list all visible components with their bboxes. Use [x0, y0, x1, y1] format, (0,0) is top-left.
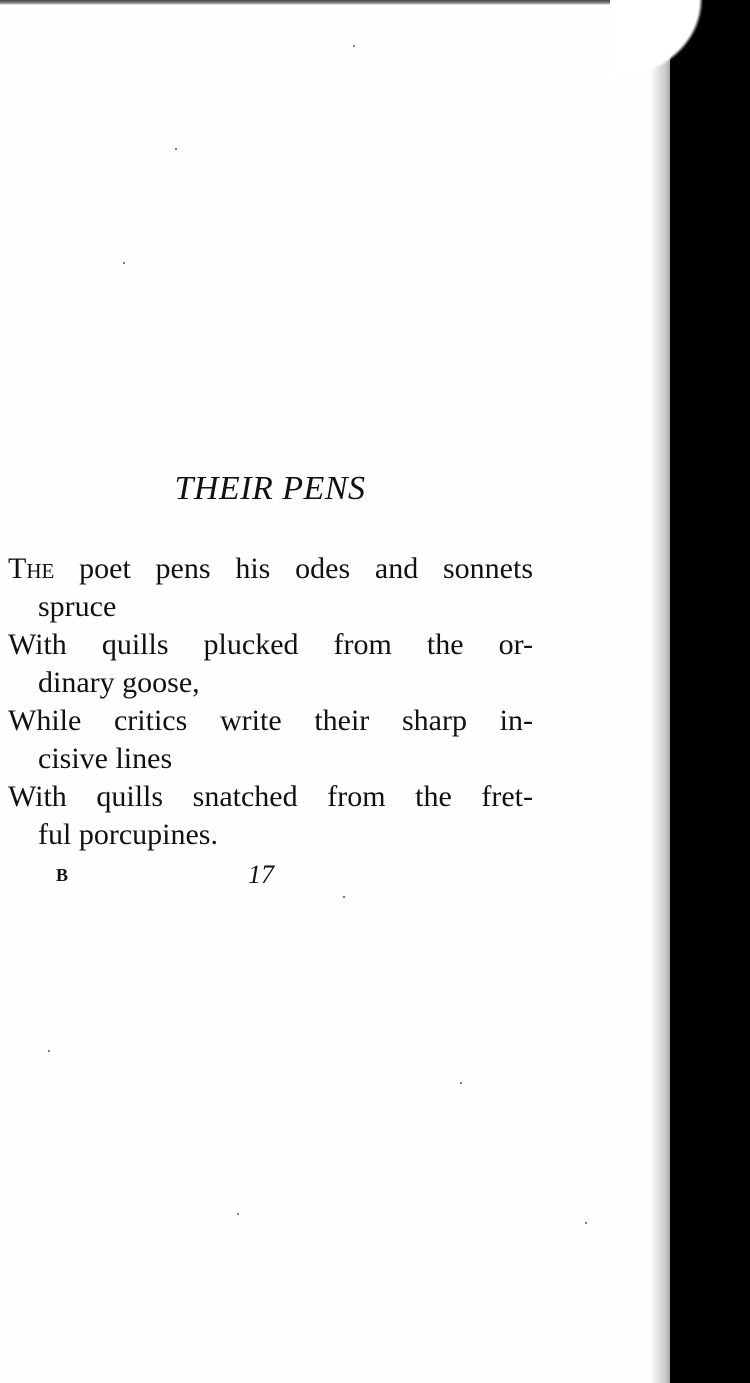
- poem-line-1-text: poet pens his odes and sonnets: [79, 552, 534, 585]
- poem-line-4: With quills snatched from the fret-: [8, 780, 533, 813]
- paper-speck: [175, 148, 177, 150]
- paper-speck: [123, 262, 125, 264]
- paper-speck: [237, 1213, 239, 1215]
- poem-title: THEIR PENS: [174, 470, 366, 507]
- paper-speck: [343, 896, 345, 898]
- page-corner: [610, 0, 750, 120]
- paper-speck: [460, 1082, 462, 1084]
- paper-speck: [585, 1222, 587, 1224]
- poem-line-2-continuation: dinary goose,: [38, 666, 200, 699]
- poem-line-4-continuation: ful porcupines.: [38, 818, 218, 851]
- poem-line-1-lead: The: [8, 552, 55, 585]
- poem-line-3-continuation: cisive lines: [38, 742, 173, 775]
- paper-speck: [48, 1050, 50, 1052]
- book-spine-shadow: [670, 0, 750, 1383]
- poem-line-1: [8, 550, 533, 588]
- poem-line-2: With quills plucked from the or-: [8, 628, 533, 661]
- signature-mark: B: [56, 865, 69, 885]
- paper-speck: [353, 45, 355, 47]
- poem-body: [8, 550, 533, 854]
- page-number: 17: [248, 860, 274, 889]
- poem-line-1-continuation: spruce: [38, 590, 117, 623]
- page-top-edge: [0, 0, 700, 5]
- poem-line-3: While critics write their sharp in-: [8, 704, 533, 737]
